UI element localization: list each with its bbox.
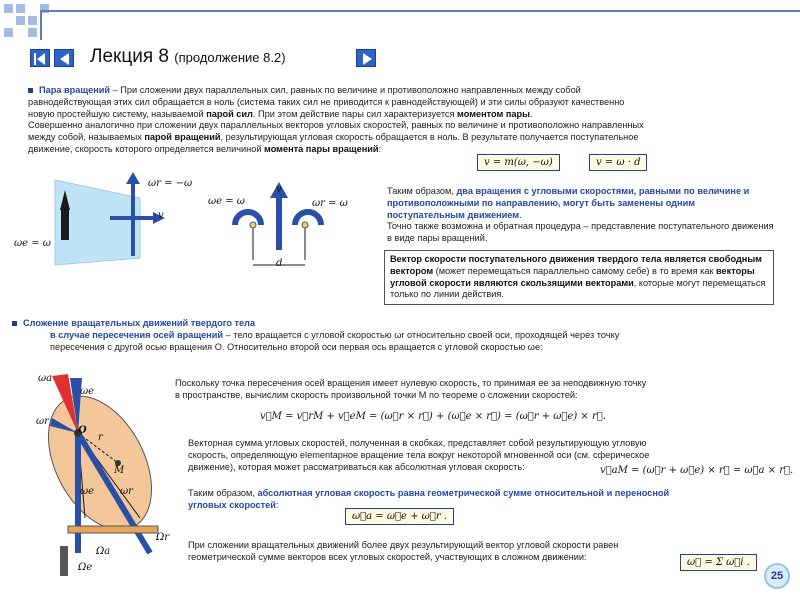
label-we-left: ωe = ω [14, 238, 51, 249]
first-slide-button[interactable] [30, 49, 50, 67]
header-rule [40, 10, 800, 12]
label-Omega-r: Ωr [156, 532, 170, 543]
next-slide-button[interactable] [356, 49, 376, 67]
body2-paragraph1: Поскольку точка пересечения осей вращения имеет нулевую скорость, то принимая ее за неподвижную точку в пространстве, вычислим скорость произвольной точки M по теореме о сложении скоростей: [175, 378, 647, 400]
header-rule-vertical [40, 10, 42, 40]
formula-absolute-angular: ω⃗a = ω⃗e + ω⃗r . [345, 508, 454, 525]
label-wr: ωr [36, 416, 49, 427]
formula-moment: v = m(ω, −ω) [477, 154, 560, 171]
label-d: d [276, 258, 283, 269]
label-wr2: ωr = ω [312, 198, 348, 209]
label-O: O [78, 425, 87, 436]
label-wr-top: ωr = −ω [148, 178, 193, 189]
section1-paragraph: Пара вращений – При сложении двух параллельных сил, равных по величине и противоположно направленных между собой равнодействующая этих сил обращается в ноль (система таких сил не приводится к равнодействующей) и эти силы образуют качественно новую простейшую систему, называемой парой сил. При этом действие пары сил характеризуется моментом пары. Совершенно аналогично при сложении двух параллельных векторов угловых скоростей, равных по величине и противоположно направленных между собой, называемых парой вращений, результирующая угловая скорость обращается в ноль. В результате получается поступательное движение, скорость которого определяется величиной момента пары вращений: [28, 85, 644, 154]
body2-paragraph2: Векторная сумма угловых скоростей, полученная в скобках, представляет собой результирующую угловую скорость, определяющую elementарное вращение тела вокруг некоторой мгновенной оси (см. сферическое движение), которая может рассматриваться как абсолютная угловая скорость: [188, 438, 650, 472]
label-r: r [98, 432, 103, 443]
rigid-body [30, 379, 173, 547]
pair-of-rotations-diagram [20, 170, 380, 280]
previous-slide-button[interactable] [54, 49, 74, 67]
support-bar [68, 526, 158, 533]
page-number: 25 [764, 563, 790, 589]
section2-paragraph: Сложение вращательных движений твердого тела в случае пересечения осей вращений – тело вращается с угловой скоростью ωr относительно своей оси, проходящей через точку пересечения с другой осью вращения O. Относительно второй оси первая ось вращается с угловой скоростью ωe: [12, 318, 782, 353]
info-box-free-vector: Вектор скорости поступательного движения твердого тела является свободным вектором (может перемещаться параллельно самому себе) в то время как векторы угловой скорости являются скользящими векторами, которые могут перемещаться только по линии действия. [384, 250, 774, 305]
label-v: v [158, 210, 164, 221]
equation-velocity-sum: v⃗M = v⃗rM + v⃗eM = (ω⃗r × r⃗) + (ω⃗e × r⃗) = (ω⃗r + ω⃗e) × r⃗. [260, 411, 606, 422]
body2-paragraph3: Таким образом, абсолютная угловая скорость равна геометрической сумме относительной и переносной угловых скоростей: [188, 488, 670, 510]
label-Omega-e: Ωe [78, 562, 93, 573]
label-we-low: ωe [80, 486, 95, 497]
label-wr-low: ωr [120, 486, 133, 497]
bullet-icon [12, 321, 17, 326]
label-we: ωe [80, 386, 95, 397]
label-wa: ωa [38, 373, 53, 384]
arc-right [295, 212, 321, 225]
support-base [60, 546, 68, 576]
label-Omega-a: Ωa [96, 546, 111, 557]
body2-paragraph4: При сложении вращательных движений более двух результирующий вектор угловой скорости равен геометрической сумме векторов всех угловых скоростей, участвующих в сложном движении: [188, 540, 619, 562]
page-title: Лекция 8 (продолжение 8.2) [90, 46, 286, 67]
equation-absolute-velocity: v⃗aM = (ω⃗r + ω⃗e) × r⃗ = ω⃗a × r⃗. [600, 465, 794, 476]
label-we2: ωe = ω [208, 196, 245, 207]
decorative-squares [0, 0, 70, 48]
formula-velocity: v = ω · d [589, 154, 647, 171]
label-M: M [114, 465, 125, 476]
conclusion-paragraph: Таким образом, два вращения с угловыми скоростями, равными по величине и противоположными по направлению, могут быть заменены одним поступательным движением. Точно также возможна и обратная процедура – представление поступательного движения в виде пары вращений. [387, 186, 774, 244]
arc-left [235, 212, 261, 225]
formula-sum-angular: ω⃗ = Σ ω⃗i . [680, 554, 757, 571]
bullet-icon [28, 88, 33, 93]
label-v2: v [276, 184, 282, 195]
